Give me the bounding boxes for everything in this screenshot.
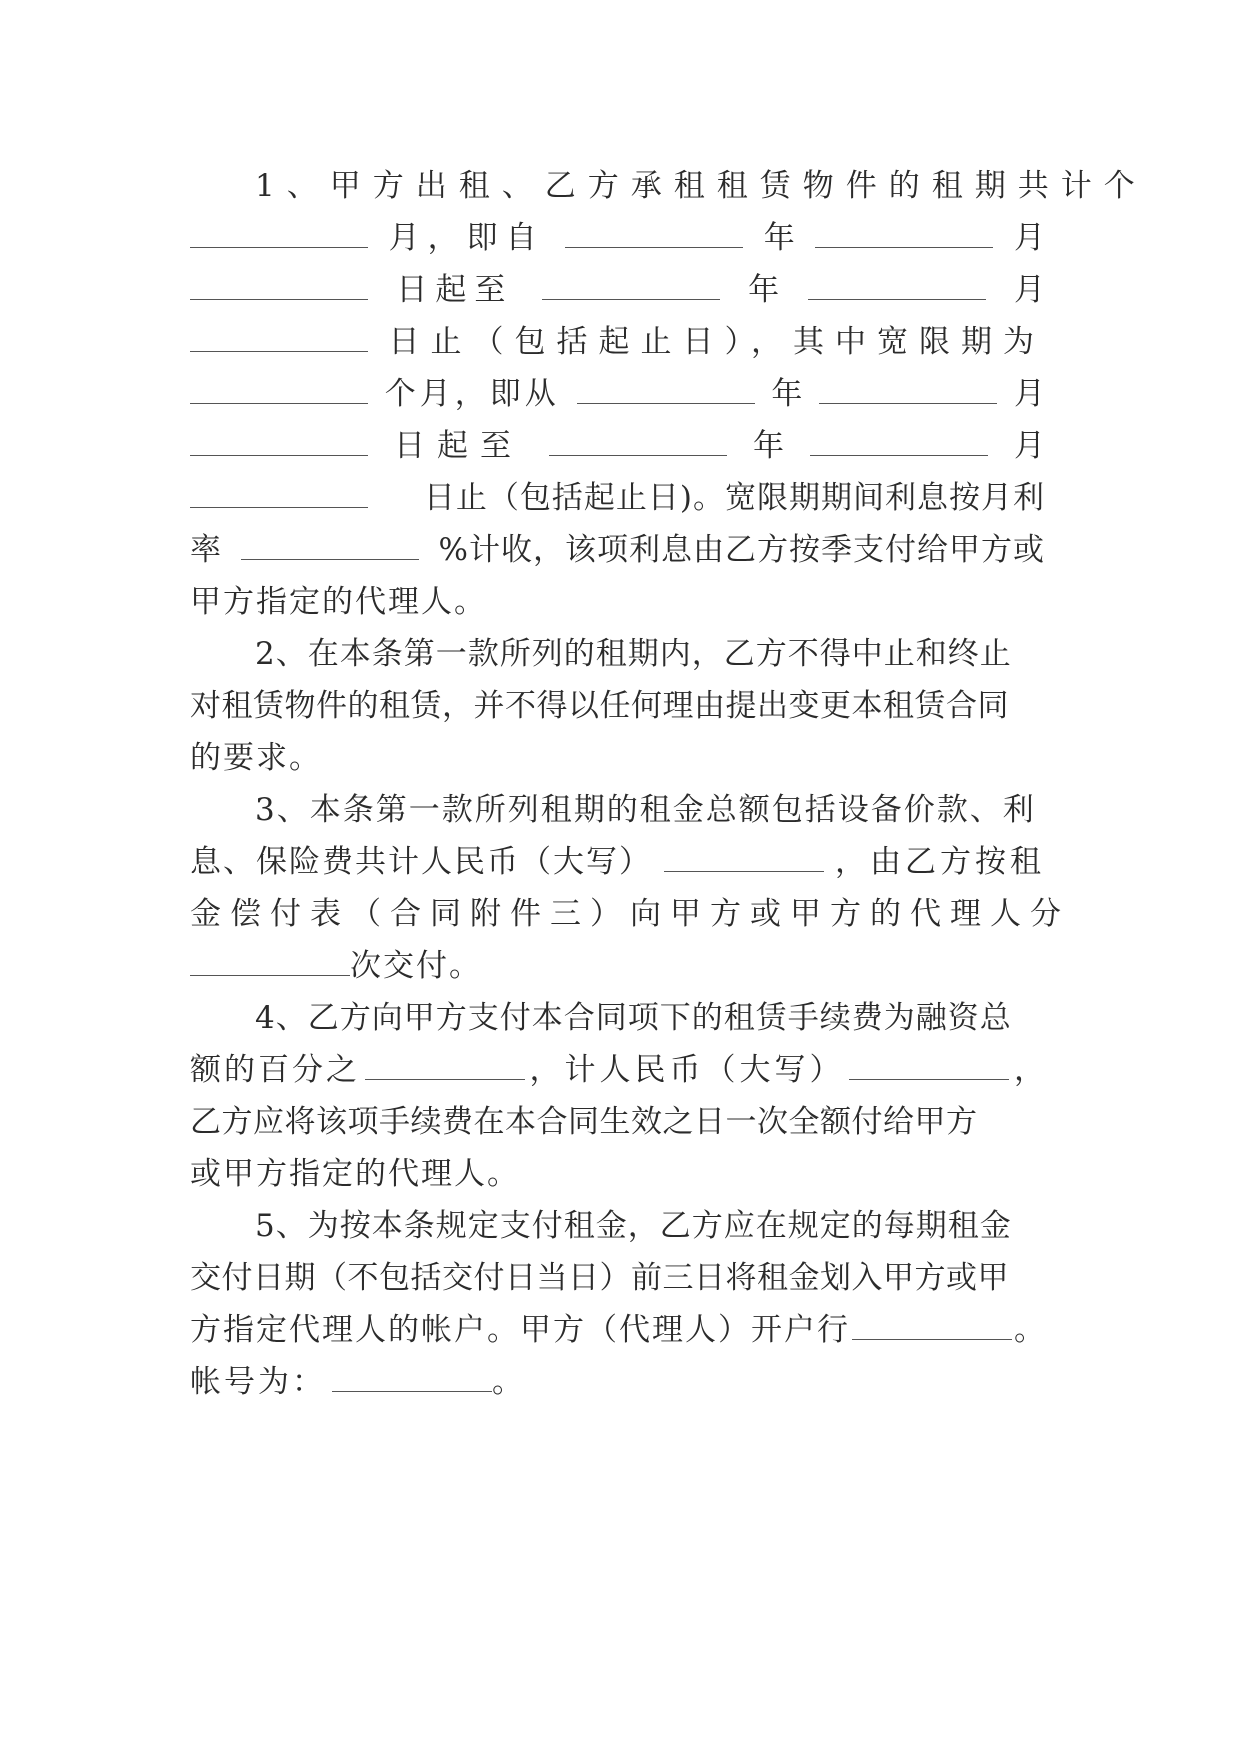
para3-line4 (190, 946, 1045, 986)
blank-bank-field[interactable] (852, 1314, 1012, 1340)
blank-total-rent-field[interactable] (664, 846, 824, 872)
para4-line3 (190, 1102, 1045, 1142)
para1-line4 (190, 322, 1045, 362)
para2-line3 (190, 738, 1045, 778)
blank-account-number-field[interactable] (332, 1366, 492, 1392)
para1-text: 个月，即从 (384, 376, 560, 412)
blank-fee-percent-field[interactable] (365, 1054, 525, 1080)
para3-line2 (190, 842, 1045, 882)
para1-line5 (190, 374, 1045, 414)
blank-grace-end-day-field[interactable] (190, 482, 368, 508)
para4-line4 (190, 1154, 1045, 1194)
para1-text: 年 (748, 272, 780, 308)
para1-text: 月 (1013, 272, 1045, 308)
para3-line1 (255, 790, 1045, 830)
blank-start-month-field[interactable] (815, 222, 993, 248)
para1-text: 月 (1013, 220, 1045, 256)
para3-text: 金偿付表（合同附件三）向甲方或甲方的代理人分 (190, 896, 1070, 932)
para1-line2 (190, 218, 1045, 258)
para4-text: ， (1014, 1052, 1045, 1088)
para1-line8 (190, 530, 1045, 570)
para4-text: 额的百分之 (190, 1052, 360, 1088)
para1-text: 日止（包括起止日)。宽限期期间利息按月利 (423, 480, 1045, 516)
para5-text: 帐号为： (190, 1364, 326, 1400)
para1-text: 日起至 (396, 272, 514, 308)
para5-text: 交付日期（不包括交付日当日）前三日将租金划入甲方或甲 (190, 1260, 1009, 1296)
blank-grace-end-month-field[interactable] (810, 430, 988, 456)
para1-text: 月，即自 (388, 220, 545, 256)
para5-text: 5、为按本条规定支付租金，乙方应在规定的每期租金 (255, 1208, 1012, 1244)
para1-text: 日起至 (394, 428, 523, 464)
blank-start-day-field[interactable] (190, 274, 368, 300)
para3-text: 3、本条第一款所列租期的租金总额包括设备价款、利 (255, 792, 1036, 828)
para2-text: 的要求。 (190, 740, 322, 776)
para1-line3 (190, 270, 1045, 310)
para1-text: 月 (1014, 428, 1045, 464)
para5-line4 (190, 1362, 1045, 1402)
blank-start-year-field[interactable] (565, 222, 743, 248)
blank-grace-end-year-field[interactable] (549, 430, 727, 456)
para3-text: 次交付。 (350, 948, 482, 984)
para4-text: ，计人民币（大写） (529, 1052, 845, 1088)
blank-grace-start-month-field[interactable] (819, 378, 997, 404)
blank-end-month-field[interactable] (808, 274, 986, 300)
para3-text: ，由乙方按租 (835, 844, 1045, 880)
para4-line1 (255, 998, 1045, 1038)
blank-interest-rate-field[interactable] (241, 534, 419, 560)
para1-text: 月 (1013, 376, 1045, 412)
para5-text: 方指定代理人的帐户。甲方（代理人）开户行 (190, 1312, 850, 1348)
para3-text: 息、保险费共计人民币（大写） (190, 844, 652, 880)
para1-text: 甲方指定的代理人。 (190, 584, 487, 620)
para4-line2 (190, 1050, 1045, 1090)
para4-text: 或甲方指定的代理人。 (190, 1156, 520, 1192)
para5-text: 。 (1014, 1312, 1045, 1348)
para1-line1 (255, 166, 1147, 206)
para5-line1 (255, 1206, 1045, 1246)
para2-text: 2、在本条第一款所列的租期内，乙方不得中止和终止 (255, 636, 1012, 672)
blank-grace-months-field[interactable] (190, 378, 368, 404)
para4-text: 4、乙方向甲方支付本合同项下的租赁手续费为融资总 (255, 1000, 1012, 1036)
para1-line9 (190, 582, 1045, 622)
blank-end-day-field[interactable] (190, 326, 368, 352)
para5-text: 。 (492, 1364, 523, 1400)
blank-fee-amount-field[interactable] (849, 1054, 1009, 1080)
para1-text: 率 (190, 532, 221, 568)
para3-line3 (190, 894, 1070, 934)
para1-text: 年 (771, 376, 803, 412)
para1-text: 年 (753, 428, 784, 464)
blank-grace-start-year-field[interactable] (577, 378, 755, 404)
para1-line6 (190, 426, 1045, 466)
para2-text: 对租赁物件的租赁，并不得以任何理由提出变更本租赁合同 (190, 688, 1009, 724)
para1-text: 年 (763, 220, 795, 256)
para1-text: %计收，该项利息由乙方按季支付给甲方或 (438, 532, 1045, 568)
para2-line1 (255, 634, 1045, 674)
para1-text: 日止（包括起止日），其中宽限期为 (388, 324, 1045, 360)
para5-line3 (190, 1310, 1045, 1350)
blank-grace-start-day-field[interactable] (190, 430, 368, 456)
para2-line2 (190, 686, 1045, 726)
blank-months-field[interactable] (190, 222, 368, 248)
para1-line7 (190, 478, 1045, 518)
blank-installments-field[interactable] (190, 950, 350, 976)
blank-end-year-field[interactable] (542, 274, 720, 300)
para5-line2 (190, 1258, 1045, 1298)
para4-text: 乙方应将该项手续费在本合同生效之日一次全额付给甲方 (190, 1104, 978, 1140)
para1-text: 1、甲方出租、乙方承租租赁物件的租期共计个 (255, 168, 1147, 204)
